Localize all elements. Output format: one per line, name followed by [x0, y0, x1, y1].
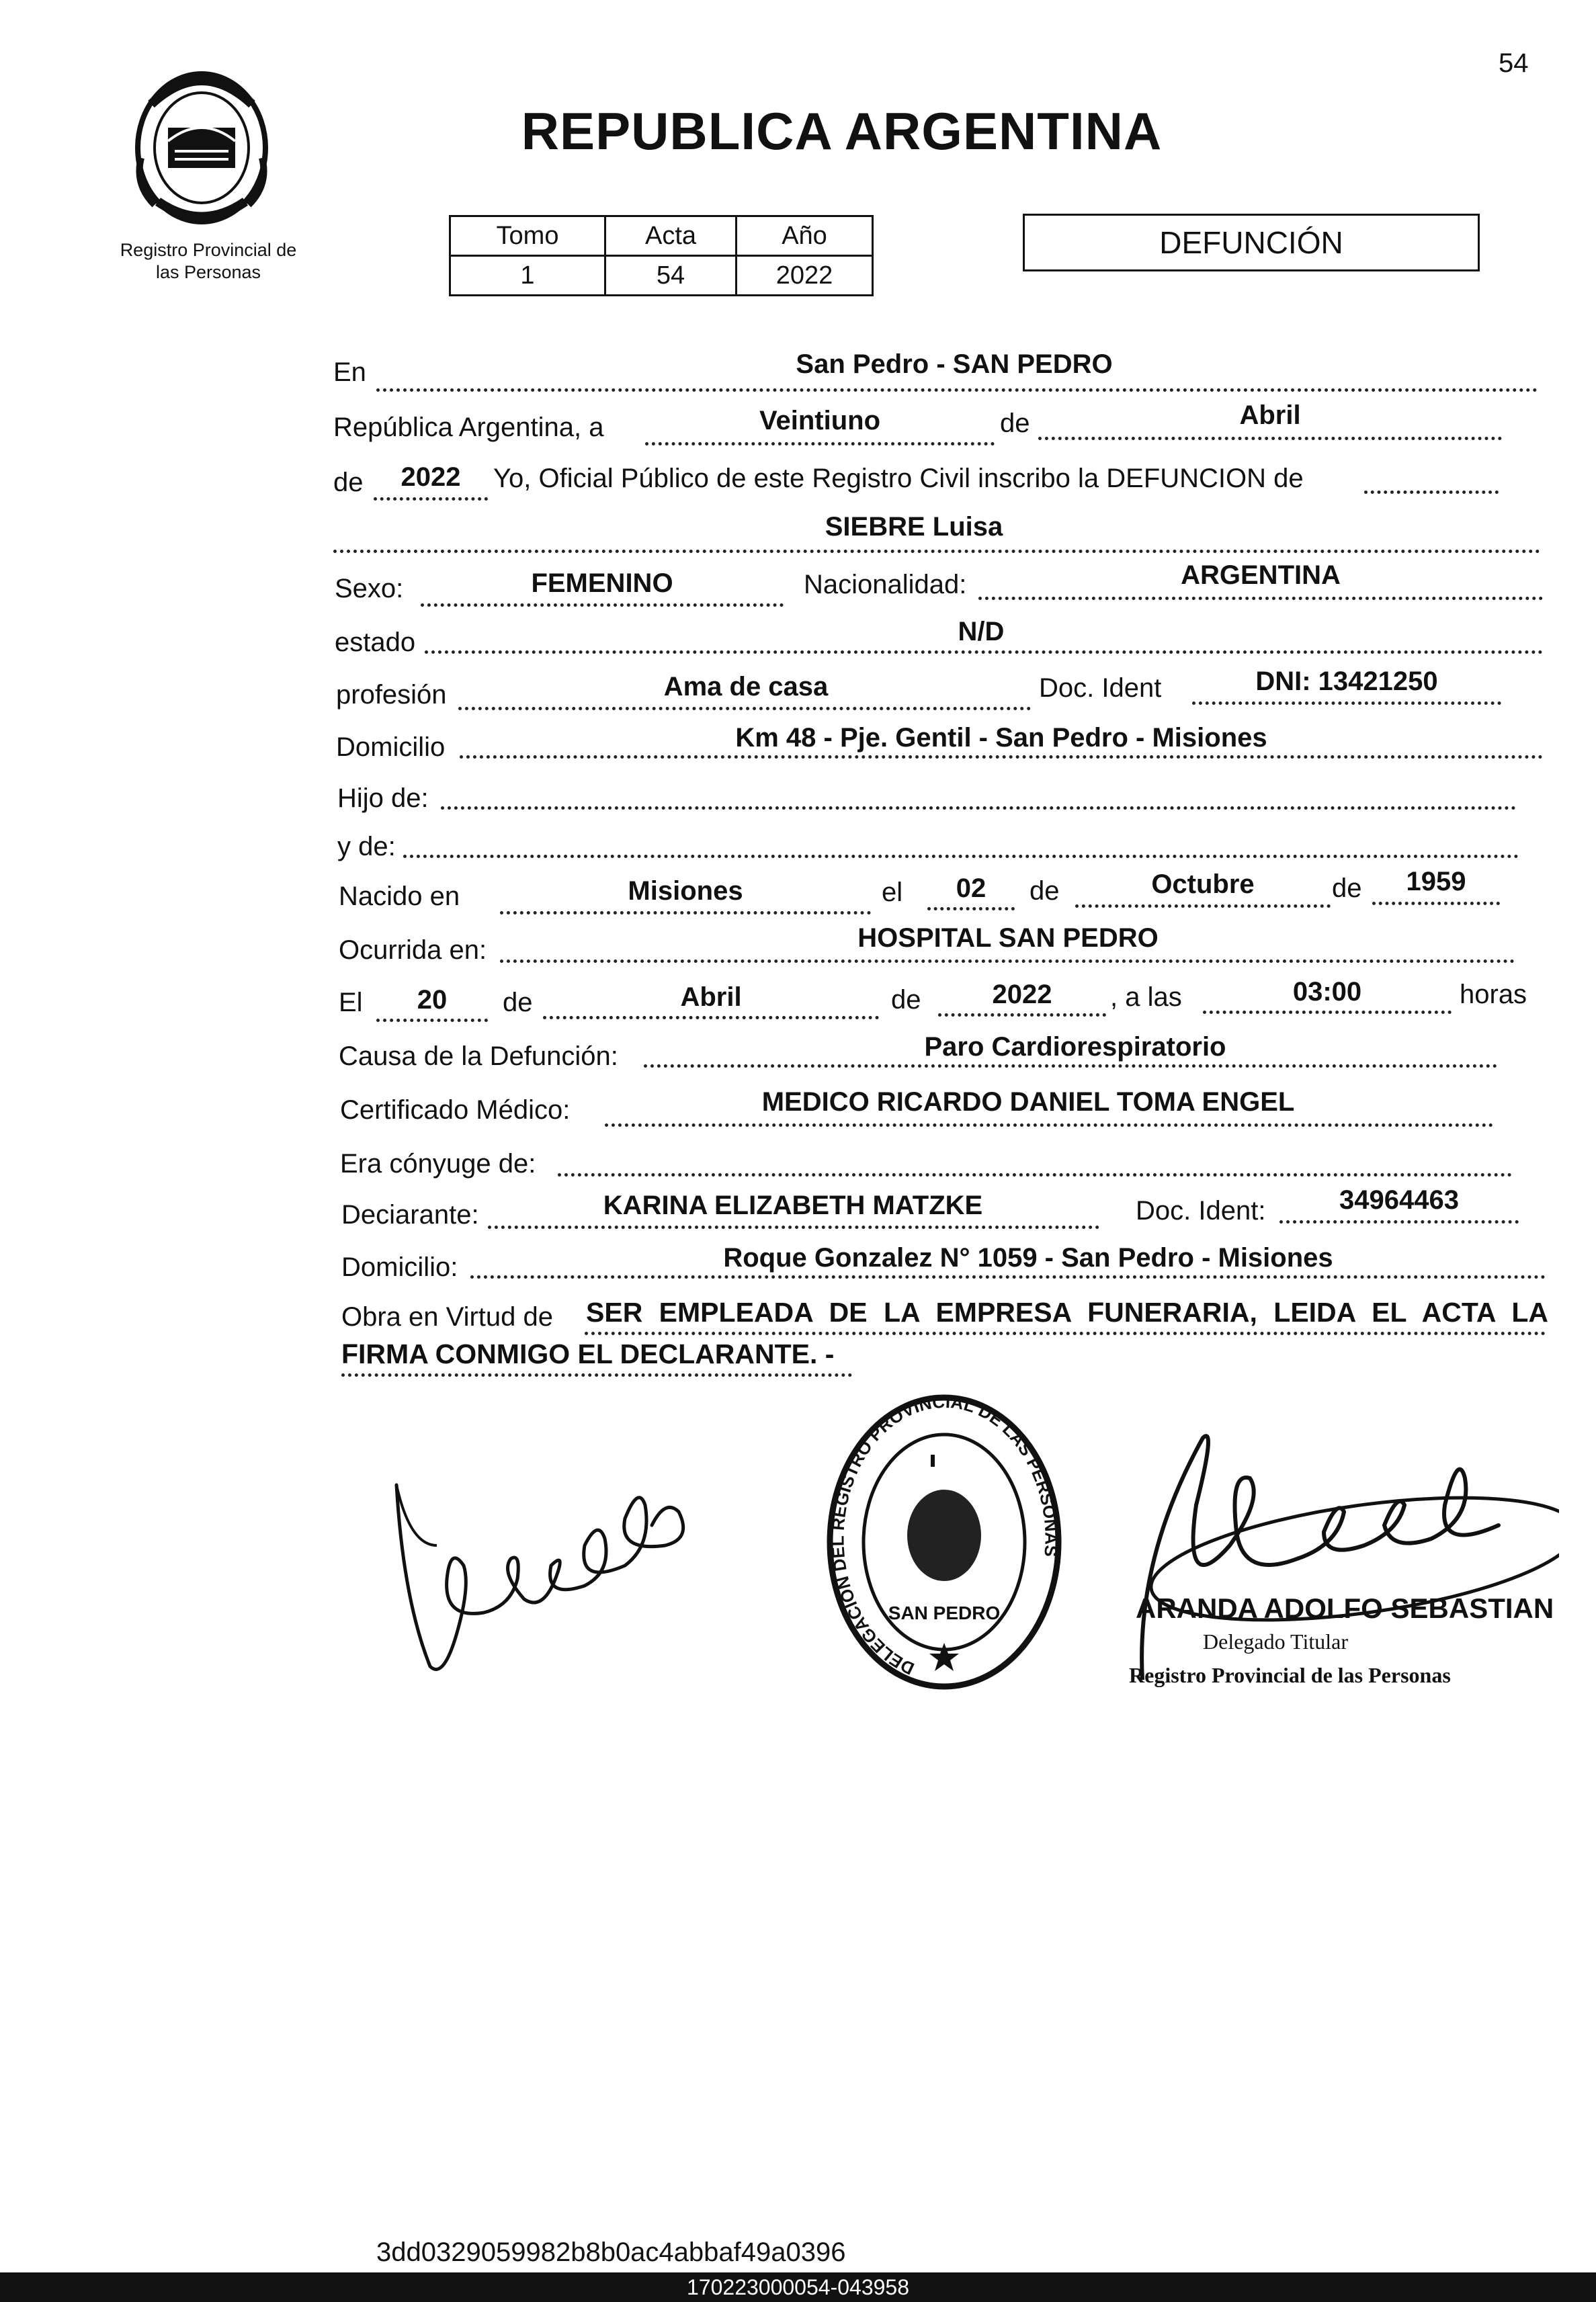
death-year-value: 2022 — [992, 980, 1052, 1009]
declarante-label: Deciarante: — [341, 1200, 479, 1230]
sexo-label: Sexo: — [335, 574, 404, 603]
birth-day-line — [927, 907, 1015, 910]
domicilio-value: Km 48 - Pje. Gentil - San Pedro - Misiones — [735, 723, 1267, 753]
tomo-header: Tomo — [450, 216, 605, 256]
causa-line — [644, 1064, 1497, 1068]
nacido-label: Nacido en — [339, 882, 460, 911]
birth-year-value: 1959 — [1406, 867, 1466, 896]
doc-ident-value: DNI: 13421250 — [1255, 667, 1438, 696]
certificado-label: Certificado Médico: — [340, 1095, 571, 1125]
republica-label: República Argentina, a — [333, 413, 604, 442]
de-label-6: de — [891, 985, 921, 1015]
anio-header: Año — [737, 216, 873, 256]
doc2-value: 34964463 — [1339, 1185, 1459, 1215]
de-label-4: de — [1332, 873, 1362, 903]
year-line — [374, 497, 488, 501]
doc2-label: Doc. Ident: — [1136, 1196, 1266, 1226]
reference-header-row — [450, 216, 873, 256]
registry-label-line2: las Personas — [155, 262, 261, 282]
death-day-value: 20 — [417, 985, 448, 1015]
acta-value: 54 — [605, 256, 737, 296]
death-month-value: Abril — [680, 982, 742, 1012]
estado-label: estado — [335, 628, 416, 657]
record-type-box: DEFUNCIÓN — [1023, 214, 1480, 271]
domicilio2-label: Domicilio: — [341, 1252, 458, 1282]
anio-value: 2022 — [737, 256, 873, 296]
document-code-bar: 170223000054-043958 — [0, 2272, 1596, 2302]
ocurrida-label: Ocurrida en: — [339, 935, 487, 965]
year-value: 2022 — [401, 462, 461, 492]
death-time-line — [1203, 1011, 1452, 1014]
official-role: Delegado Titular — [1203, 1629, 1348, 1654]
deceased-line — [333, 550, 1540, 553]
de-label-1: de — [1000, 409, 1030, 438]
sexo-value: FEMENINO — [531, 568, 673, 598]
statement-text: Yo, Oficial Público de este Registro Civil inscribo la DEFUNCION de — [493, 464, 1304, 493]
causa-value: Paro Cardiorespiratorio — [924, 1032, 1226, 1062]
domicilio-line — [460, 755, 1543, 759]
hijo-de-line — [441, 806, 1516, 810]
alas-label: , a las — [1110, 982, 1182, 1012]
doc-ident-line — [1192, 701, 1501, 705]
hijo-de-label: Hijo de: — [337, 783, 429, 813]
y-de-line — [403, 855, 1519, 858]
estado-value: N/D — [958, 617, 1005, 646]
day-line — [645, 442, 995, 445]
profesion-label: profesión — [336, 680, 447, 710]
el-cap-label: El — [339, 988, 363, 1017]
de-label-2: de — [333, 468, 364, 497]
obra-label: Obra en Virtud de — [341, 1302, 554, 1332]
acta-header: Acta — [605, 216, 737, 256]
nacionalidad-value: ARGENTINA — [1181, 560, 1341, 590]
tomo-value: 1 — [450, 256, 605, 296]
el-label: el — [882, 878, 903, 907]
document-hash: 3dd0329059982b8b0ac4abbaf49a0396 — [376, 2237, 846, 2267]
day-words-value: Veintiuno — [759, 406, 880, 435]
declarant-signature — [383, 1465, 699, 1693]
en-value: San Pedro - SAN PEDRO — [796, 349, 1113, 379]
sexo-line — [421, 603, 784, 607]
official-name: ARANDA ADOLFO SEBASTIAN — [1136, 1592, 1554, 1624]
horas-label: horas — [1460, 980, 1527, 1009]
domicilio2-line — [470, 1275, 1546, 1279]
ocurrida-value: HOSPITAL SAN PEDRO — [857, 923, 1159, 953]
causa-label: Causa de la Defunción: — [339, 1041, 618, 1071]
death-year-line — [938, 1013, 1106, 1017]
registry-stamp — [823, 1388, 1065, 1697]
conyuge-line — [558, 1173, 1512, 1177]
y-de-label: y de: — [337, 832, 396, 861]
reference-value-row — [450, 256, 873, 296]
deceased-name-value: SIEBRE Luisa — [825, 512, 1003, 542]
conyuge-label: Era cónyuge de: — [340, 1149, 536, 1179]
ocurrida-line — [500, 960, 1515, 963]
reference-table — [449, 215, 874, 296]
registry-label — [101, 239, 316, 284]
domicilio2-value: Roque Gonzalez N° 1059 - San Pedro - Misiones — [723, 1243, 1333, 1273]
profesion-value: Ama de casa — [663, 672, 829, 701]
de-label-5: de — [503, 988, 533, 1017]
certificado-line — [605, 1123, 1493, 1127]
domicilio-label: Domicilio — [336, 732, 446, 762]
estado-line — [425, 650, 1543, 654]
certificado-value: MEDICO RICARDO DANIEL TOMA ENGEL — [761, 1087, 1295, 1117]
declarante-line — [488, 1226, 1099, 1229]
en-line — [376, 388, 1538, 392]
nacido-value: Misiones — [628, 876, 743, 906]
death-time-value: 03:00 — [1292, 977, 1362, 1007]
page-title: REPUBLICA ARGENTINA — [521, 101, 1163, 161]
page-number: 54 — [1499, 48, 1529, 78]
en-label: En — [333, 357, 366, 387]
nacionalidad-label: Nacionalidad: — [804, 570, 967, 599]
doc2-line — [1279, 1220, 1519, 1224]
stamp-ring-text: DELEGACION DEL REGISTRO PROVINCIAL DE LAS PERSONAS — [827, 1391, 1062, 1679]
birth-day-value: 02 — [956, 873, 986, 903]
month-value: Abril — [1239, 400, 1301, 430]
nacionalidad-line — [978, 597, 1543, 600]
death-month-line — [543, 1016, 879, 1019]
nacido-line — [500, 911, 871, 914]
stamp-center-text: SAN PEDRO — [888, 1603, 1001, 1623]
official-registry: Registro Provincial de las Personas — [1129, 1663, 1451, 1687]
obra-value: SER EMPLEADA DE LA EMPRESA FUNERARIA, LEIDA EL ACTA LA FIRMA CONMIGO EL DECLARANTE. - — [341, 1297, 1548, 1369]
doc-ident-label: Doc. Ident — [1039, 673, 1162, 703]
birth-month-value: Octubre — [1151, 869, 1255, 899]
month-line — [1038, 437, 1502, 440]
death-day-line — [376, 1019, 488, 1022]
profesion-line — [458, 707, 1031, 710]
statement-line — [1364, 491, 1499, 494]
declarante-value: KARINA ELIZABETH MATZKE — [603, 1191, 983, 1220]
birth-month-line — [1075, 904, 1331, 908]
de-label-3: de — [1030, 876, 1060, 906]
registry-label-line1: Registro Provincial de — [120, 240, 297, 260]
birth-year-line — [1372, 902, 1500, 905]
